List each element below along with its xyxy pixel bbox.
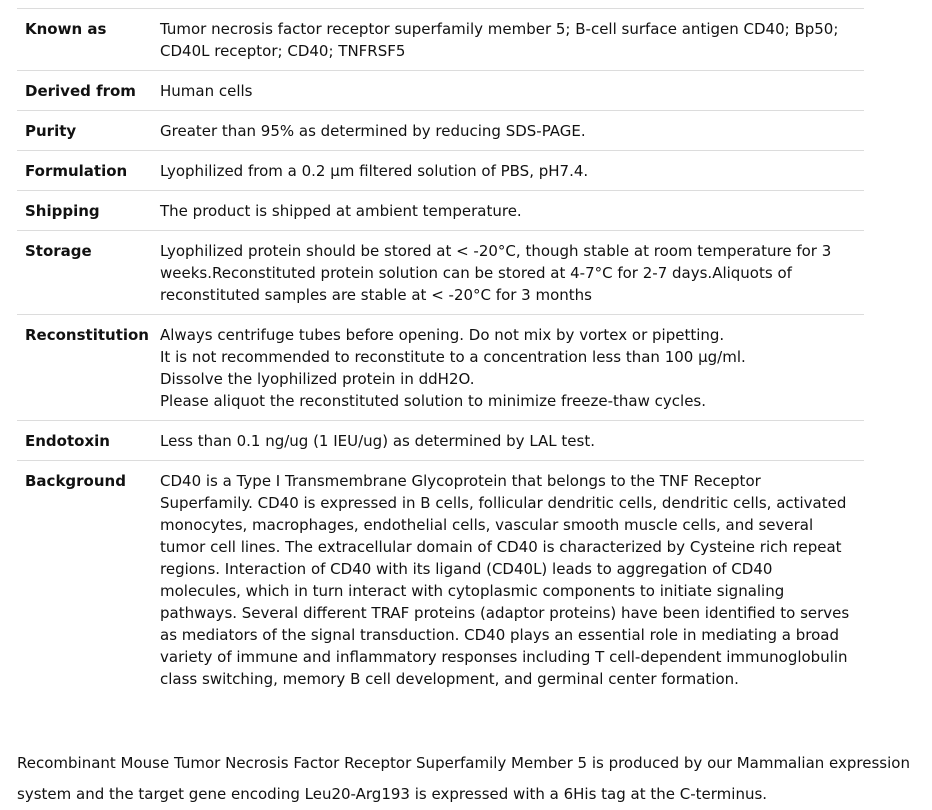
product-description: Recombinant Mouse Tumor Necrosis Factor Receptor Superfamily Member 5 is produced by our Mammalian expression system and the target gene encoding Leu20-Arg193 is expressed with a 6His tag at the C-terminus. [17, 754, 910, 803]
spec-row-formulation [17, 151, 864, 191]
spec-value: Lyophilized protein should be stored at < -20°C, though stable at room temperature for 3 weeks.Reconstituted protein solution can be stored at 4-7°C for 2-7 days.Aliquots of reconstituted samples are stable at < -20°C for 3 months [160, 242, 832, 304]
spec-row-endotoxin [17, 421, 864, 461]
spec-row-shipping [17, 191, 864, 231]
spec-label: Purity [25, 122, 77, 140]
spec-label: Endotoxin [25, 432, 110, 450]
spec-value: Tumor necrosis factor receptor superfamily member 5; B-cell surface antigen CD40; Bp50; CD40L receptor; CD40; TNFRSF5 [160, 20, 839, 60]
spec-value: CD40 is a Type I Transmembrane Glycoprotein that belongs to the TNF Receptor Superfamily. CD40 is expressed in B cells, follicular dendritic cells, dendritic cells, activated monocytes, macrophages, endothelial cells, vascular smooth muscle cells, and several tumor cell lines. The extracellular domain of CD40 is characterized by Cysteine rich repeat regions. Interaction of CD40 with its ligand (CD40L) leads to aggregation of CD40 molecules, which in turn interact with cytoplasmic components to initiate signaling pathways. Several different TRAF proteins (adaptor proteins) have been identified to serves as mediators of the signal transduction. CD40 plays an essential role in mediating a broad variety of immune and inflammatory responses including T cell-dependent immunoglobulin class switching, memory B cell development, and germinal center formation. [160, 472, 850, 688]
spec-label: Shipping [25, 202, 100, 220]
spec-row-storage [17, 231, 864, 315]
reconstitution-line: Dissolve the lyophilized protein in ddH2O. [160, 370, 475, 388]
spec-value: The product is shipped at ambient temperature. [160, 202, 522, 220]
reconstitution-line: Please aliquot the reconstituted solution to minimize freeze-thaw cycles. [160, 392, 707, 410]
product-spec-table [17, 8, 864, 698]
spec-value: Human cells [160, 82, 253, 100]
spec-row-derived-from [17, 71, 864, 111]
spec-row-background [17, 461, 864, 699]
spec-row-reconstitution [17, 315, 864, 421]
spec-value: Less than 0.1 ng/ug (1 IEU/ug) as determined by LAL test. [160, 432, 595, 450]
spec-value: Greater than 95% as determined by reducing SDS-PAGE. [160, 122, 586, 140]
reconstitution-line: It is not recommended to reconstitute to a concentration less than 100 μg/ml. [160, 348, 746, 366]
spec-label: Formulation [25, 162, 128, 180]
spec-label: Derived from [25, 82, 136, 100]
spec-value [160, 315, 864, 421]
spec-label: Known as [25, 20, 107, 38]
reconstitution-line: Always centrifuge tubes before opening. Do not mix by vortex or pipetting. [160, 326, 725, 344]
spec-row-purity [17, 111, 864, 151]
spec-row-known-as [17, 9, 864, 71]
spec-value: Lyophilized from a 0.2 μm filtered solution of PBS, pH7.4. [160, 162, 589, 180]
spec-label: Background [25, 472, 126, 490]
spec-label: Reconstitution [25, 326, 149, 344]
spec-label: Storage [25, 242, 92, 260]
